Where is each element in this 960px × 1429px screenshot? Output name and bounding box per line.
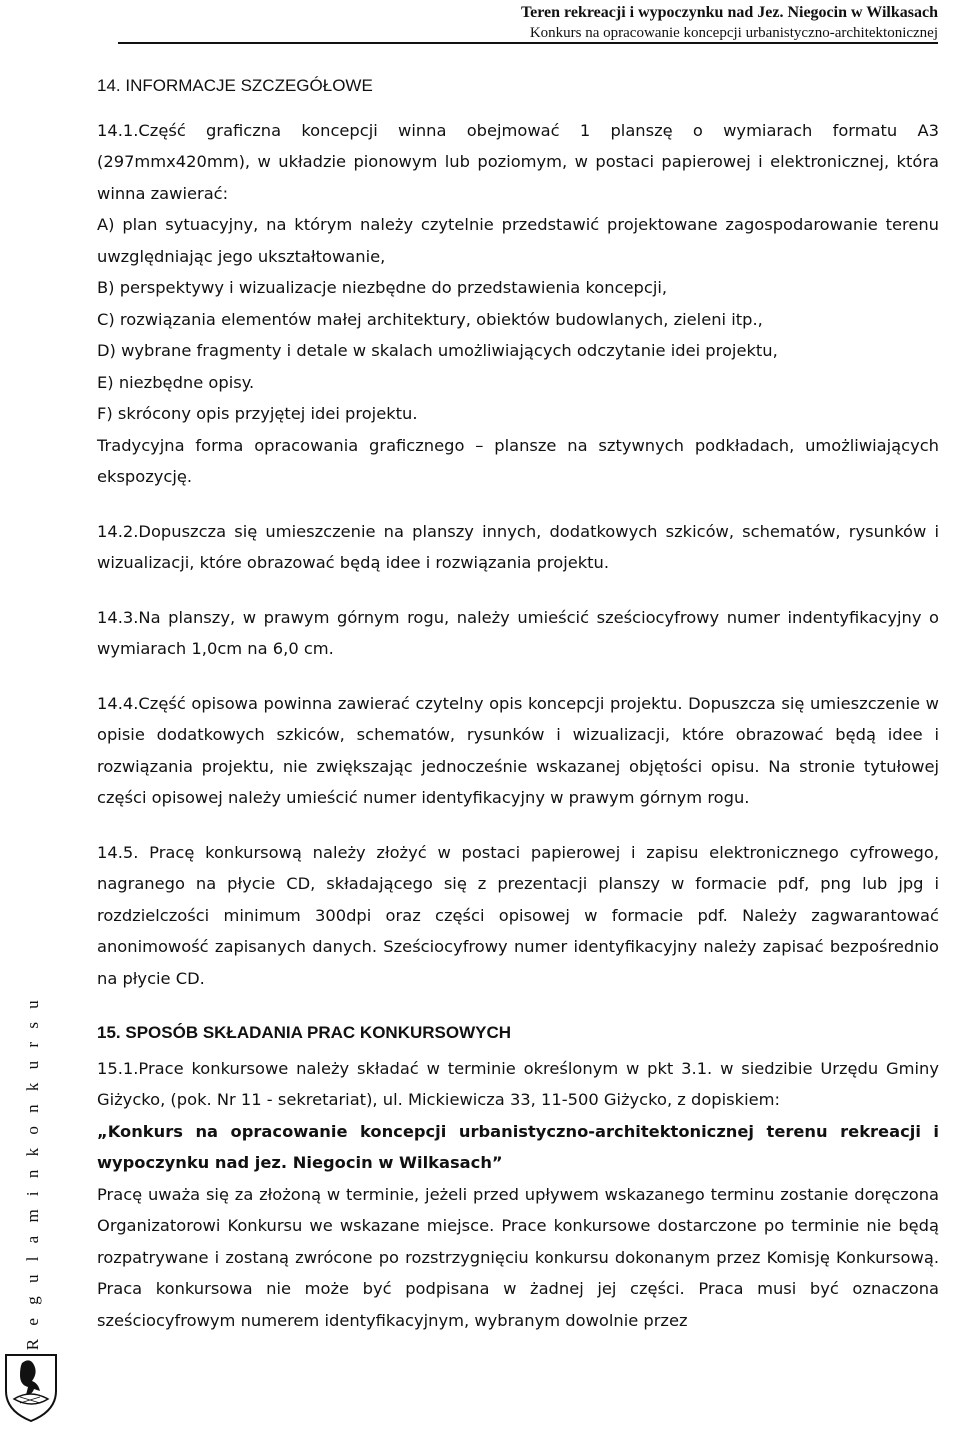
- paragraph-14-3: 14.3.Na planszy, w prawym górnym rogu, należy umieścić sześciocyfrowy numer indentyfikacyjny o wymiarach 1,0cm na 6,0 cm.: [97, 607, 939, 658]
- side-label-text: R e g u l a m i n k o n k u r s u: [23, 995, 42, 1350]
- paragraph-14-5: 14.5. Pracę konkursową należy złożyć w postaci papierowej i zapisu elektronicznego cyfrowego, nagranego na płycie CD, składającego się z prezentacji planszy w formacie pdf, png lub jpg i rozdzielczości minimum 300dpi oraz części opisowej w formacie pdf. Należy zagwarantować anonimowość zapisanych danych. Sześciocyfrowy numer identyfikacyjny należy zapisać bezpośrednio na płycie CD.: [97, 842, 939, 988]
- section-14-heading: 14. INFORMACJE SZCZEGÓŁOWE: [97, 76, 373, 95]
- header-rule: [118, 42, 938, 44]
- side-label: [18, 995, 48, 1350]
- section-15-heading: 15. SPOSÓB SKŁADANIA PRAC KONKURSOWYCH: [97, 1023, 512, 1042]
- paragraph-15-1-title: „Konkurs na opracowanie koncepcji urbanistyczno-architektonicznej terenu rekreacji i wypoczynku nad jez. Niegocin w Wilkasach”: [97, 1121, 939, 1172]
- header-subtitle: Konkurs na opracowanie koncepcji urbanistyczno-architektonicznej: [529, 25, 938, 41]
- crest-icon: [2, 1347, 60, 1423]
- list-item: E) niezbędne opisy.: [97, 372, 255, 392]
- page-header: [521, 2, 938, 44]
- list-item: F) skrócony opis przyjętej idei projektu.: [97, 404, 418, 423]
- document-body: [97, 70, 939, 1336]
- list-item: D) wybrane fragmenty i detale w skalach umożliwiających odczytanie idei projektu,: [97, 341, 778, 360]
- list-item: C) rozwiązania elementów małej architektury, obiektów budowlanych, zieleni itp.,: [97, 309, 763, 329]
- header-title: Teren rekreacji i wypoczynku nad Jez. Niegocin w Wilkasach: [520, 4, 938, 21]
- paragraph-15-1-body: Pracę uważa się za złożoną w terminie, jeżeli przed upływem wskazanego terminu zostanie doręczona Organizatorowi Konkursu we wskazane miejsce. Prace konkursowe dostarczone po terminie nie będą rozpatrywane i zostaną zwrócone po rozstrzygnięciu konkursu dokonanym przez Komisję Konkursową. Praca konkursowa nie może być podpisana w żadnej jej części. Praca musi być oznaczona sześciocyfrowym numerem identyfikacyjnym, wybranym dowolnie przez: [97, 1184, 939, 1330]
- paragraph-14-2: 14.2.Dopuszcza się umieszczenie na planszy innych, dodatkowych szkiców, schematów, rysunków i wizualizacji, które obrazować będą idee i rozwiązania projektu.: [97, 521, 939, 572]
- paragraph-14-4: 14.4.Część opisowa powinna zawierać czytelny opis koncepcji projektu. Dopuszcza się umieszczenie w opisie dodatkowych szkiców, schematów, rysunków i wizualizacji, które obrazować będą idee i rozwiązania projektu, nie zwiększając jednocześnie wskazanej objętości opisu. Na stronie tytułowej części opisowej należy umieścić numer identyfikacyjny w prawym górnym rogu.: [97, 693, 939, 807]
- list-item: A) plan sytuacyjny, na którym należy czytelnie przedstawić projektowane zagospodarowanie terenu uwzględniając jego ukształtowanie,: [97, 215, 939, 266]
- list-item: B) perspektywy i wizualizacje niezbędne do przedstawienia koncepcji,: [97, 278, 668, 297]
- list-item: Tradycyjna forma opracowania graficznego – plansze na sztywnych podkładach, umożliwiających ekspozycję.: [97, 435, 939, 486]
- paragraph-15-1: 15.1.Prace konkursowe należy składać w terminie określonym w pkt 3.1. w siedzibie Urzędu Gminy Giżycko, (pok. Nr 11 - sekretariat), ul. Mickiewicza 33, 11-500 Giżycko, z dopiskiem:: [97, 1058, 939, 1109]
- paragraph-14-1: 14.1.Część graficzna koncepcji winna obejmować 1 planszę o wymiarach formatu A3 (297mmx420mm), w układzie pionowym lub poziomym, w postaci papierowej i elektronicznej, która winna zawierać:: [97, 120, 939, 203]
